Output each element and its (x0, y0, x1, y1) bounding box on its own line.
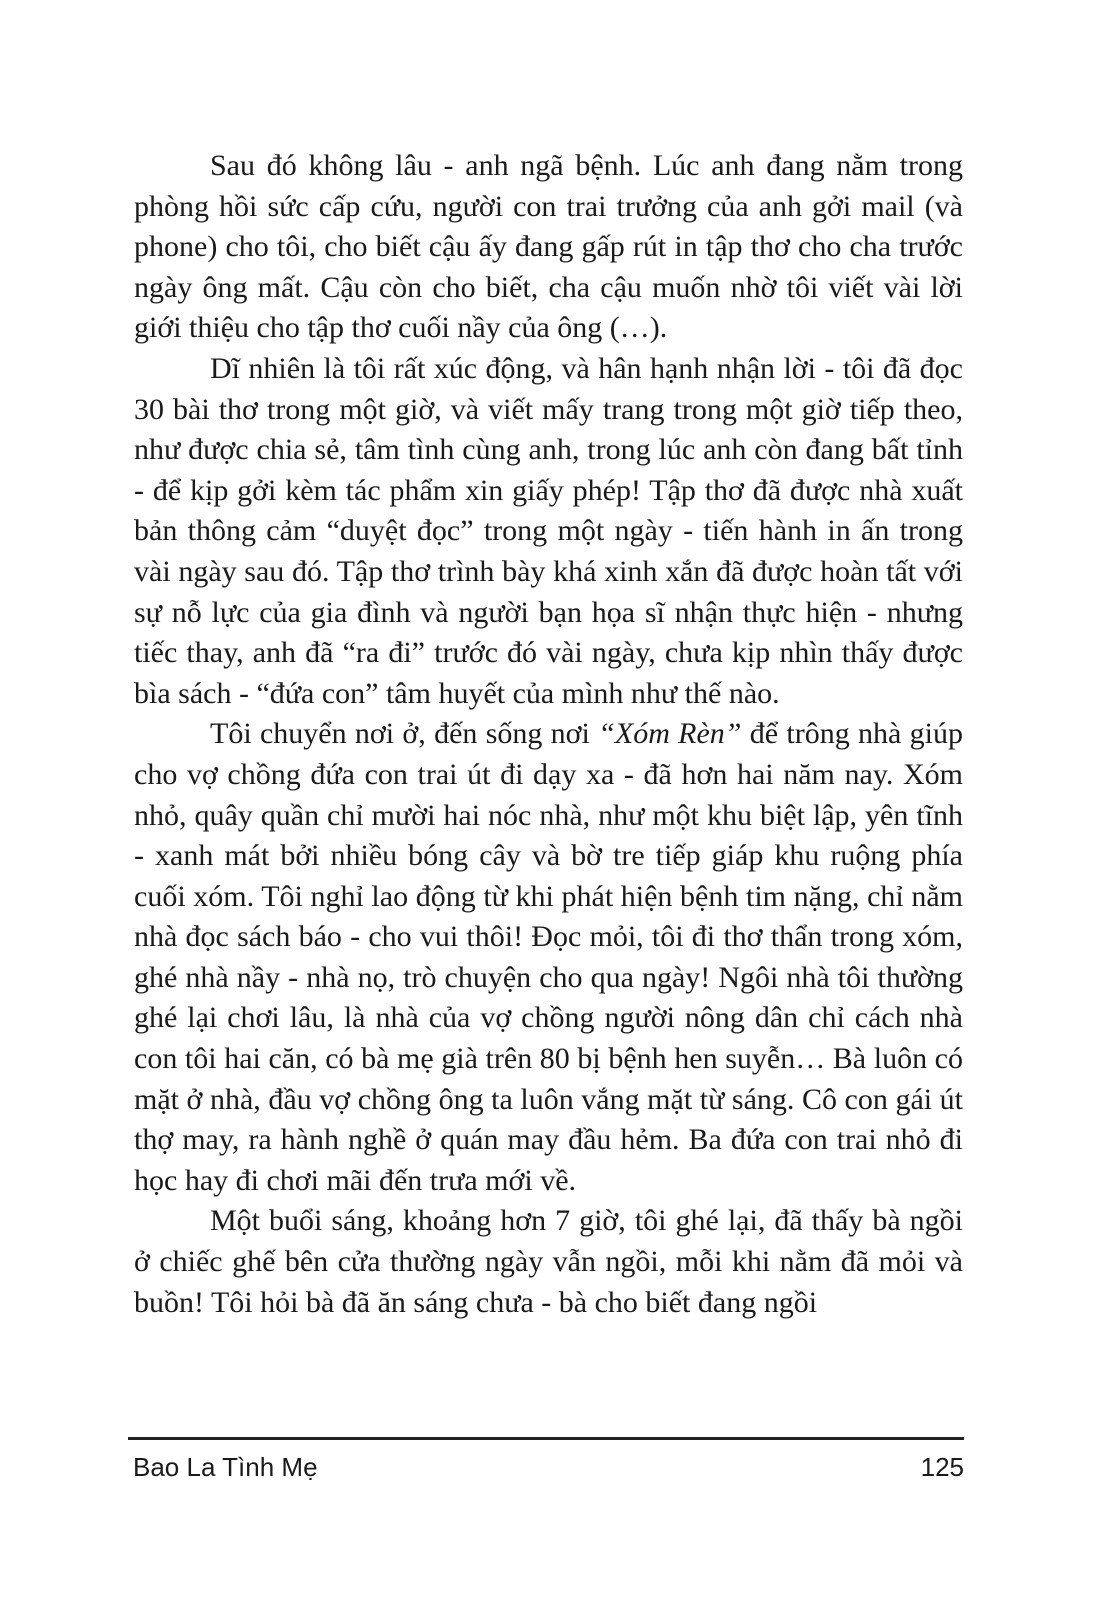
footer-divider (128, 1437, 964, 1440)
place-name-xom-ren: “Xóm Rèn” (598, 717, 742, 751)
body-text (134, 146, 963, 1323)
page-number: 125 (920, 1452, 964, 1482)
paragraph-2: Dĩ nhiên là tôi rất xúc động, và hân hạnh nhận lời - tôi đã đọc 30 bài thơ trong một giờ, và viết mấy trang trong một giờ tiếp theo, như được chia sẻ, tâm tình cùng anh, trong lúc anh còn đang bất tỉnh - để kịp gởi kèm tác phẩm xin giấy phép! Tập thơ đã được nhà xuất bản thông cảm “duyệt đọc” trong một ngày - tiến hành in ấn trong vài ngày sau đó. Tập thơ trình bày khá xinh xắn đã được hoàn tất với sự nỗ lực của gia đình và người bạn họa sĩ nhận thực hiện - nhưng tiếc thay, anh đã “ra đi” trước đó vài ngày, chưa kịp nhìn thấy được bìa sách - “đứa con” tâm huyết của mình như thế nào. (134, 351, 963, 710)
paragraph-3 (134, 714, 963, 1201)
paragraph-1: Sau đó không lâu - anh ngã bệnh. Lúc anh đang nằm trong phòng hồi sức cấp cứu, người con trai trưởng của anh gởi mail (và phone) cho tôi, cho biết cậu ấy đang gấp rút in tập thơ cho cha trước ngày ông mất. Cậu còn cho biết, cha cậu muốn nhờ tôi viết vài lời giới thiệu cho tập thơ cuối nầy của ông (…). (134, 149, 963, 345)
paragraph-4: Một buổi sáng, khoảng hơn 7 giờ, tôi ghé lại, đã thấy bà ngồi ở chiếc ghế bên cửa thường ngày vẫn ngồi, mỗi khi nằm đã mỏi và buồn! Tôi hỏi bà đã ăn sáng chưa - bà cho biết đang ngồi (134, 1204, 963, 1319)
footer-book-title: Bao La Tình Mẹ (133, 1452, 318, 1482)
paragraph-3-rest: để trông nhà giúp cho vợ chồng đứa con trai út đi dạy xa - đã hơn hai năm nay. Xóm nhỏ, quây quần chỉ mười hai nóc nhà, như một khu biệt lập, yên tĩnh - xanh mát bởi nhiều bóng cây và bờ tre tiếp giáp khu ruộng phía cuối xóm. Tôi nghỉ lao động từ khi phát hiện bệnh tim nặng, chỉ nằm nhà đọc sách báo - cho vui thôi! Đọc mỏi, tôi đi thơ thẩn trong xóm, ghé nhà nầy - nhà nọ, trò chuyện cho qua ngày! Ngôi nhà tôi thường ghé lại chơi lâu, là nhà của vợ chồng người nông dân chỉ cách nhà con tôi hai căn, có bà mẹ già trên 80 bị bệnh hen suyễn… Bà luôn có mặt ở nhà, đầu vợ chồng ông ta luôn vắng mặt từ sáng. Cô con gái út thợ may, ra hành nghề ở quán may đầu hẻm. Ba đứa con trai nhỏ đi học hay đi chơi mãi đến trưa mới về. (134, 717, 964, 1197)
paragraph-3-start: Tôi chuyển nơi ở, đến sống nơi (210, 717, 599, 751)
